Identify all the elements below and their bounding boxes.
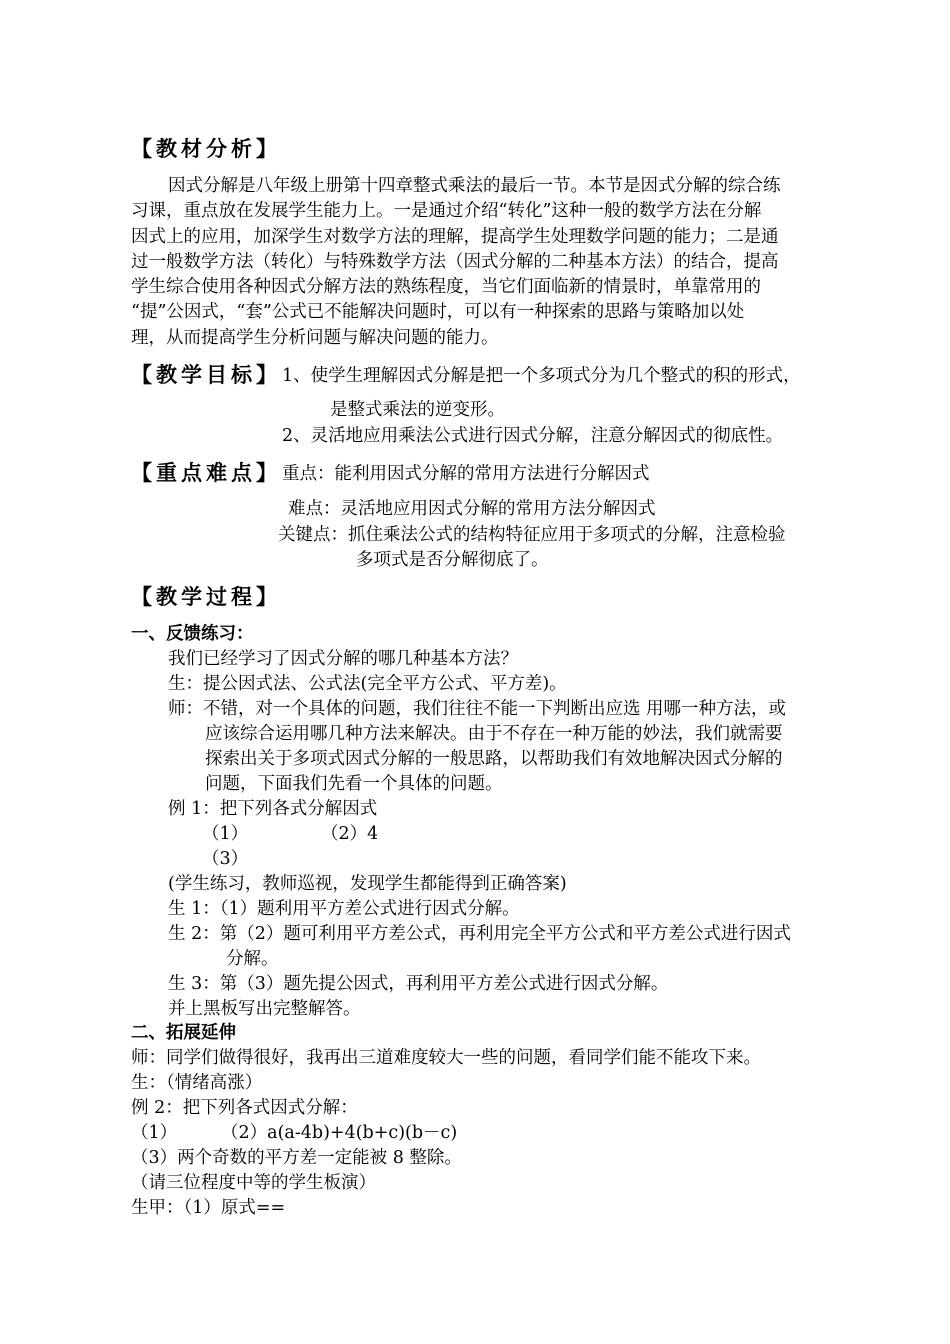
goals-line: 2、灵活地应用乘法公式进行因式分解，注意分解因式的彻底性。 [282,426,784,446]
part1-line: 生：提公因式法、公式法(完全平方公式、平方差)。 [168,674,567,694]
example2-item-1: （1） [131,1123,178,1143]
part1-line: 应该综合运用哪几种方法来解决。由于不存在一种万能的妙法，我们就需要 [205,724,783,744]
example1-item-3: （3） [202,849,249,869]
part1-line: 问题，下面我们先看一个具体的问题。 [205,774,503,794]
part1-line: 生 2：第（2）题可利用平方差公式，再利用完全平方公式和平方差公式进行因式 [168,924,791,944]
goals-heading: 【教学目标】 [131,362,281,387]
analysis-line: 学生综合使用各种因式分解方法的熟练程度，当它们面临新的情景时，单靠常用的 [131,277,761,297]
analysis-line: “提”公因式，“套”公式已不能解决问题时，可以有一种探索的思路与策略加以处 [131,302,745,322]
keypoints-line: 重点：能利用因式分解的常用方法进行分解因式 [282,464,650,484]
analysis-line: 因式分解是八年级上册第十四章整式乘法的最后一节。本节是因式分解的综合练 [168,176,781,196]
analysis-line: 过一般数学方法（转化）与特殊数学方法（因式分解的二种基本方法）的结合，提高 [131,252,779,272]
part1-line: 生 1：（1）题利用平方差公式进行因式分解。 [168,899,520,919]
part1-line: 师：不错，对一个具体的问题，我们往往不能一下判断出应选 用哪一种方法，或 [168,699,787,719]
part1-line: 探索出关于多项式因式分解的一般思路，以帮助我们有效地解决因式分解的 [205,749,783,769]
part2-line: 师：同学们做得很好，我再出三道难度较大一些的问题，看同学们能不能攻下来。 [131,1048,761,1068]
analysis-line: 习课，重点放在发展学生能力上。一是通过介绍“转化”这种一般的数学方法在分解 [131,201,762,221]
part1-line: (学生练习，教师巡视，发现学生都能得到正确答案) [168,874,567,894]
keypoints-heading: 【重点难点】 [131,460,281,485]
analysis-line: 理，从而提高学生分析问题与解决问题的能力。 [131,328,499,348]
part2-line: （请三位程度中等的学生板演） [131,1173,376,1193]
part1-line: 并上黑板写出完整解答。 [168,999,361,1019]
example1-title: 例 1：把下列各式分解因式 [168,799,378,819]
example1-item-2: （2）4 [321,824,379,844]
keypoints-line: 多项式是否分解彻底了。 [356,550,549,570]
analysis-heading: 【教材分析】 [131,136,281,161]
example2-title: 例 2：把下列各式因式分解： [131,1098,358,1118]
keypoints-line: 难点：灵活地应用因式分解的常用方法分解因式 [288,499,656,519]
part2-heading: 二、拓展延伸 [131,1023,236,1043]
goals-line: 是整式乘法的逆变形。 [330,400,505,420]
part1-line: 生 3：第（3）题先提公因式，再利用平方差公式进行因式分解。 [168,974,669,994]
analysis-line: 因式上的应用，加深学生对数学方法的理解，提高学生处理数学问题的能力；二是通 [131,227,779,247]
part1-line: 分解。 [226,949,279,969]
part2-line: 生甲：（1）原式== [131,1198,286,1218]
keypoints-line: 关键点：抓住乘法公式的结构特征应用于多项式的分解，注意检验 [278,525,786,545]
example2-item-2: （2）a(a-4b)+4(b+c)(b－c) [221,1123,458,1143]
part2-line: 生：（情绪高涨） [131,1073,263,1093]
goals-line: 1、使学生理解因式分解是把一个多项式分为几个整式的积的形式， [282,366,801,386]
example1-item-1: （1） [202,824,249,844]
part1-heading: 一、反馈练习： [131,624,254,644]
part1-line: 我们已经学习了因式分解的哪几种基本方法？ [168,649,518,669]
process-heading: 【教学过程】 [131,584,281,609]
example2-item-3: （3）两个奇数的平方差一定能被 8 整除。 [131,1148,462,1168]
